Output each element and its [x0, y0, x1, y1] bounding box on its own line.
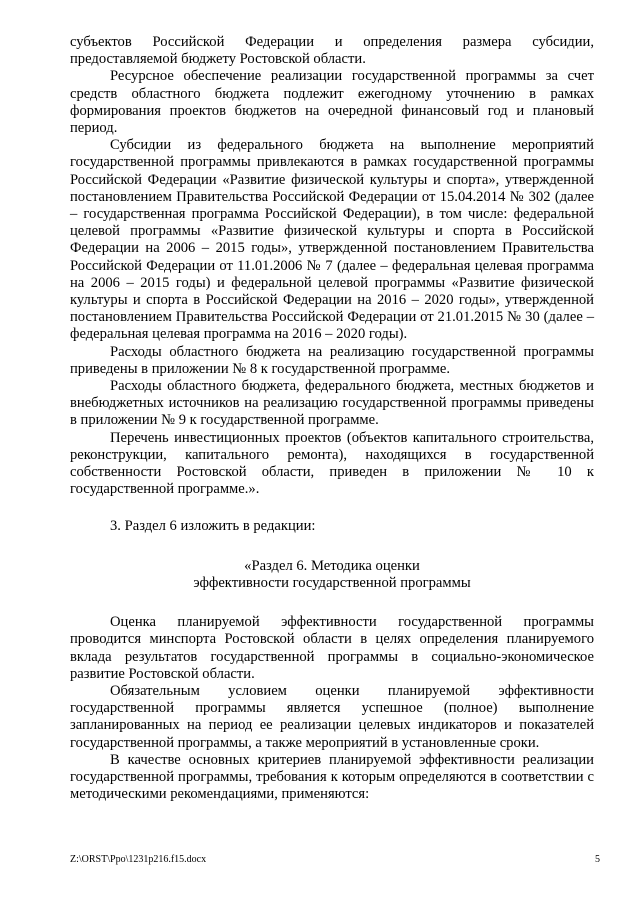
spacer — [70, 498, 594, 518]
paragraph-subsidy-continuation: субъектов Российской Федерации и определения размера субсидии, предоставляемой бюджету Ростовской области. — [70, 34, 594, 68]
paragraph-mandatory-condition: Обязательным условием оценки планируемой эффективности государственной программы является успешное (полное) выполнение запланированных на период ее реализации целевых индикаторов и показателей государственной программы, а также мероприятий в установленные сроки. — [70, 682, 594, 751]
document-page — [70, 34, 594, 803]
paragraph-all-budgets-expenses: Расходы областного бюджета, федерального бюджета, местных бюджетов и внебюджетных источников на реализацию государственной программы приведены в приложении № 9 к государственной программе. — [70, 378, 594, 429]
paragraph-resource-provision: Ресурсное обеспечение реализации государственной программы за счет средств областного бюджета подлежит ежегодному уточнению в рамках формирования проектов бюджетов на очередной финансовый год и плановый период. — [70, 68, 594, 137]
section-heading-line-1: «Раздел 6. Методика оценки — [244, 557, 420, 574]
item-3-instruction: 3. Раздел 6 изложить в редакции: — [110, 518, 316, 535]
file-path: Z:\ORST\Ppo\1231p216.f15.docx — [70, 854, 207, 865]
paragraph-regional-expenses: Расходы областного бюджета на реализацию государственной программы приведены в приложении № 8 к государственной программе. — [70, 343, 594, 377]
spacer — [70, 592, 594, 614]
section-heading-line-2: эффективности государственной программы — [193, 574, 471, 591]
paragraph-criteria: В качестве основных критериев планируемой эффективности реализации государственной программы, требования к которым определяются в соответствии с методическими рекомендациями, применяются: — [70, 751, 594, 803]
paragraph-efficiency-assessment: Оценка планируемой эффективности государственной программы проводится минспорта Ростовской области в целях определения планируемого вклада результатов государственной программы в социально-экономическое развитие Ростовской области. — [70, 614, 594, 682]
spacer — [70, 536, 594, 558]
paragraph-investment-projects: Перечень инвестиционных проектов (объектов капитального строительства, реконструкции, капитального ремонта), находящихся в государственной собственности Ростовской области, приведен в приложении № 10 к государственной программе.». — [70, 429, 594, 498]
paragraph-federal-subsidies: Субсидии из федерального бюджета на выполнение мероприятий государственной программы привлекаются в рамках государственной программы Российской Федерации «Развитие физической культуры и спорта», утвержденной постановлением Правительства Российской Федерации от 15.04.2014 № 302 (далее – государственная программа Российской Федерации), в том числе: федеральной целевой программы «Развитие физической культуры и спорта в Российской Федерации на 2006 – 2015 годы», утвержденной постановлением Правительства Российской Федерации от 11.01.2006 № 7 (далее – федеральная целевая программа на 2006 – 2015 годы) и федеральной целевой программы «Развитие физической культуры и спорта в Российской Федерации на 2016 – 2020 годы», утвержденной постановлением Правительства Российской Федерации от 21.01.2015 № 30 (далее – федеральная целевая программа на 2016 – 2020 годы). — [70, 137, 594, 343]
page-number: 5 — [595, 854, 600, 865]
